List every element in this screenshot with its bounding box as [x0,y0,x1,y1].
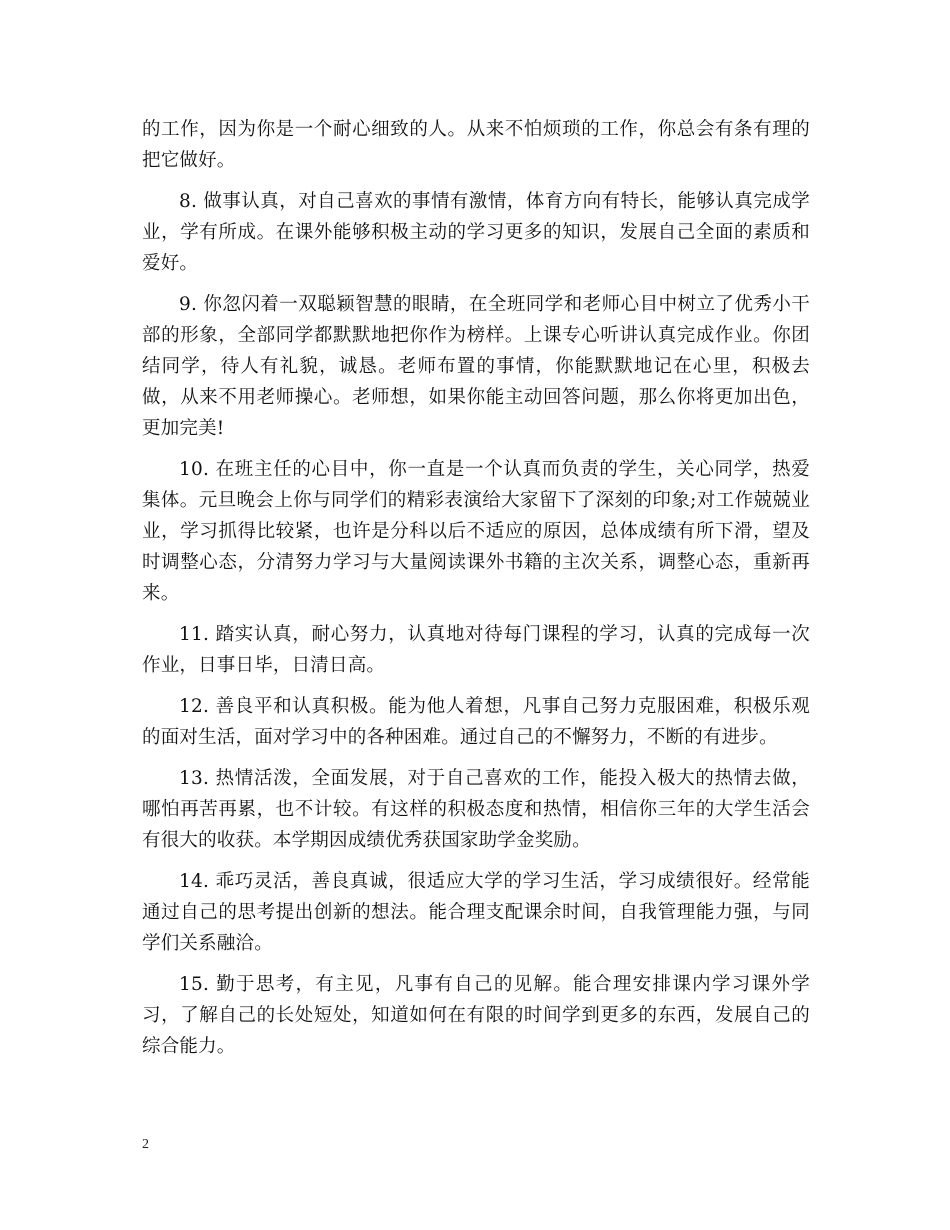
page-number: 2 [142,1137,149,1152]
paragraph-item-15: 15. 勤于思考，有主见，凡事有自己的见解。能合理安排课内学习课外学习，了解自己的长处短处，知道如何在有限的时间学到更多的东西，发展自己的综合能力。 [142,974,810,1057]
paragraph-item-13: 13. 热情活泼，全面发展，对于自己喜欢的工作，能投入极大的热情去做，哪怕再苦再累，也不计较。有这样的积极态度和热情，相信你三年的大学生活会有很大的收获。本学期因成绩优秀获国家助学金奖励。 [142,768,810,851]
paragraph-item-11: 11. 踏实认真，耐心努力，认真地对待每门课程的学习，认真的完成每一次作业，日事日毕，日清日高。 [142,624,810,676]
paragraph-continuation: 的工作，因为你是一个耐心细致的人。从来不怕烦琐的工作，你总会有条有理的把它做好。 [142,119,810,171]
paragraph-item-12: 12. 善良平和认真积极。能为他人着想，凡事自己努力克服困难，积极乐观的面对生活，面对学习中的各种困难。通过自己的不懈努力，不断的有进步。 [142,696,810,748]
document-body [142,114,810,1072]
paragraph-item-10: 10. 在班主任的心目中，你一直是一个认真而负责的学生，关心同学，热爱集体。元旦晚会上你与同学们的精彩表演给大家留下了深刻的印象;对工作兢兢业业，学习抓得比较紧，也许是分科以后不适应的原因，总体成绩有所下滑，望及时调整心态，分清努力学习与大量阅读课外书籍的主次关系，调整心态，重新再来。 [142,459,810,604]
paragraph-item-14: 14. 乖巧灵活，善良真诚，很适应大学的学习生活，学习成绩很好。经常能通过自己的思考提出创新的想法。能合理支配课余时间，自我管理能力强，与同学们关系融洽。 [142,871,810,954]
paragraph-item-8: 8. 做事认真，对自己喜欢的事情有激情，体育方向有特长，能够认真完成学业，学有所成。在课外能够积极主动的学习更多的知识，发展自己全面的素质和爱好。 [142,191,810,274]
paragraph-item-9: 9. 你忽闪着一双聪颖智慧的眼睛，在全班同学和老师心目中树立了优秀小干部的形象，全部同学都默默地把你作为榜样。上课专心听讲认真完成作业。你团结同学，待人有礼貌，诚恳。老师布置的事情，你能默默地记在心里，积极去做，从来不用老师操心。老师想，如果你能主动回答问题，那么你将更加出色，更加完美! [142,294,810,439]
